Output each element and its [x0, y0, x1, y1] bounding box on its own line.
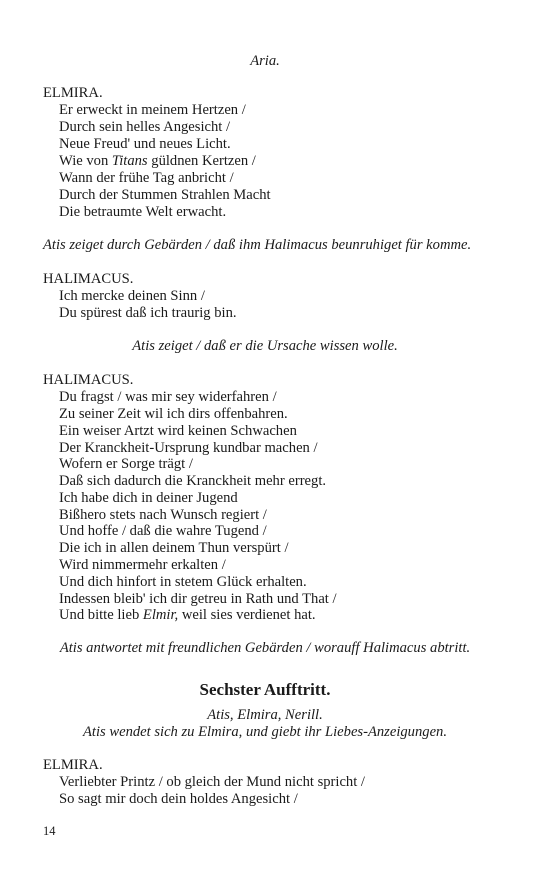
- scene-persons: Atis, Elmira, Nerill.: [207, 707, 323, 723]
- verse-line: Er erweckt in meinem Hertzen /: [59, 102, 246, 118]
- verse-line: Indessen bleib' ich dir getreu in Rath und That /: [59, 591, 337, 607]
- verse-line: Ein weiser Artzt wird keinen Schwachen: [59, 423, 297, 439]
- scene-heading: Sechster Aufftritt.: [199, 680, 331, 699]
- verse-line: Wann der frühe Tag anbricht /: [59, 170, 234, 186]
- verse-line: Der Kranckheit-Ursprung kundbar machen /: [59, 440, 318, 456]
- verse-line: Du fragst / was mir sey widerfahren /: [59, 389, 277, 405]
- verse-line: Zu seiner Zeit wil ich dirs offenbahren.: [59, 406, 288, 422]
- verse-line: Ich mercke deinen Sinn /: [59, 288, 205, 304]
- verse-line: Bißhero stets nach Wunsch regiert /: [59, 507, 267, 523]
- verse-line: Ich habe dich in deiner Jugend: [59, 490, 238, 506]
- verse-line: Neue Freud' und neues Licht.: [59, 136, 231, 152]
- emphasized-name: Elmir,: [142, 607, 179, 623]
- verse-line: Wie von Titans güldnen Kertzen /: [59, 153, 256, 169]
- verse-line: So sagt mir doch dein holdes Angesicht /: [59, 791, 298, 807]
- verse-line: Daß sich dadurch die Kranckheit mehr erregt.: [59, 473, 327, 489]
- speaker-name: HALIMACUS.: [43, 271, 134, 287]
- speaker-name: ELMIRA.: [43, 757, 103, 773]
- verse-line: Und hoffe / daß die wahre Tugend /: [59, 523, 267, 539]
- stage-direction: Atis antwortet mit freundlichen Gebärden / worauff Halimacus abtritt.: [59, 640, 471, 656]
- verse-line: Wird nimmermehr erkalten /: [59, 557, 226, 573]
- speaker-name: ELMIRA.: [43, 85, 103, 101]
- verse-line: Und dich hinfort in stetem Glück erhalten.: [59, 574, 307, 590]
- verse-line: Und bitte lieb Elmir, weil sies verdienet hat.: [59, 607, 316, 623]
- speaker-name: HALIMACUS.: [43, 372, 134, 388]
- aria-title: Aria.: [250, 53, 280, 69]
- verse-line: Die ich in allen deinem Thun verspürt /: [59, 540, 289, 556]
- stage-direction: Atis wendet sich zu Elmira, und giebt ihr Liebes-Anzeigungen.: [83, 724, 447, 740]
- emphasized-name: Titans: [111, 153, 148, 169]
- verse-line: Durch der Stummen Strahlen Macht: [59, 187, 271, 203]
- verse-line: Durch sein helles Angesicht /: [59, 119, 231, 135]
- stage-direction: Atis zeiget durch Gebärden / daß ihm Halimacus beunruhiget für komme.: [43, 237, 472, 253]
- verse-line: Wofern er Sorge trägt /: [59, 456, 193, 472]
- page-number: 14: [43, 824, 56, 838]
- verse-line: Verliebter Printz / ob gleich der Mund nicht spricht /: [59, 774, 365, 790]
- verse-line: Die betraumte Welt erwacht.: [59, 204, 227, 220]
- verse-line: Du spürest daß ich traurig bin.: [59, 305, 237, 321]
- stage-direction: Atis zeiget / daß er die Ursache wissen wolle.: [132, 338, 398, 354]
